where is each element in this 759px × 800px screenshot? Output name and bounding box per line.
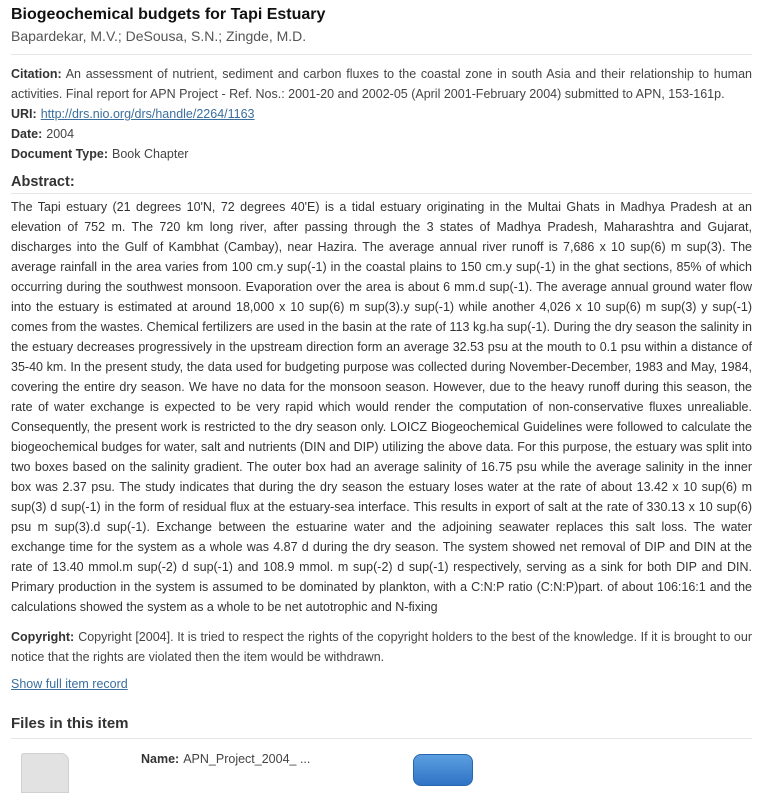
copyright-value: Copyright [2004]. It is tried to respect the rights of the copyright holders to the best of the knowledge. If it is brought to our notice that the rights are violated then the item would be withdrawn.: [11, 630, 752, 664]
item-authors: Bapardekar, M.V.; DeSousa, S.N.; Zingde, M.D.: [11, 28, 307, 44]
divider: [11, 54, 752, 55]
copyright-field: [11, 627, 752, 667]
doctype-field: [11, 144, 752, 164]
show-full-record-link[interactable]: Show full item record: [11, 677, 128, 691]
files-heading: Files in this item: [11, 715, 129, 732]
view-file-button[interactable]: [413, 754, 473, 786]
file-name-label: Name:: [141, 752, 180, 766]
file-row: [11, 747, 752, 787]
divider: [11, 193, 752, 194]
copyright-label: Copyright:: [11, 630, 75, 644]
citation-field: [11, 64, 752, 104]
uri-label: URI:: [11, 107, 37, 121]
file-name-field: [141, 749, 310, 769]
citation-label: Citation:: [11, 67, 62, 81]
date-label: Date:: [11, 127, 43, 141]
date-value: 2004: [46, 127, 75, 141]
uri-field: [11, 104, 752, 124]
item-title: Biogeochemical budgets for Tapi Estuary: [11, 6, 326, 23]
abstract-text: The Tapi estuary (21 degrees 10'N, 72 degrees 40'E) is a tidal estuary originating in the Multai Ghats in Madhya Pradesh at an elevation of 752 m. The 720 km long river, after passing through the 3 states of Madhya Pradesh, Maharashtra and Gujarat, discharges into the Gulf of Kambhat (Cambay), near Hazira. The average annual river runoff is 7,686 x 10 sup(6) m sup(3). The average rainfall in the area varies from 100 cm.y sup(-1) in the coastal plains to 150 cm.y sup(-1) in the ghat sections, 85% of which occurring during the southwest monsoon. Evaporation over the area is about 6 mm.d sup(-1). The average annual ground water flow into the estuary is estimated at around 18,000 x 10 sup(6) m sup(3).y sup(-1) while another 4,026 x 10 sup(6) m sup(3) y sup(-1) comes from the wastes. Chemical fertilizers are used in the basin at the rate of 113 kg.ha sup(-1). During the dry season the salinity in the estuary decreases progressively in the upstream direction form an average 32.53 psu at the mouth to 0.1 psu within a distance of 35-40 km. In the present study, the data used for budgeting purpose was collected during November-December, 1983 and May, 1984, covering the entire dry season. We have no data for the monsoon season. However, due to the heavy runoff during this season, the rate of water exchange is expected to be very rapid which would render the computation of non-conservative fluxes unrealiable. Consequently, the present work is restricted to the dry season only. LOICZ Biogeochemical Guidelines were followed to calculate the biogeochemical budges for water, salt and nutrients (DIN and DIP) utilizing the above data. For this purpose, the estuary was split into two boxes based on the salinity gradient. The outer box had an average salinity of 16.75 psu while the average salinity in the inner box was 2.37 psu. The study indicates that during the dry season the estuary loses water at the rate of about 13.42 x 10 sup(6) m sup(3) d sup(-1) in the form of residual flux at the estuary-sea interface. This results in export of salt at the rate of 330.13 x 10 sup(6) psu m sup(3).d sup(-1). Exchange between the estuarine water and the adjoining seawater replaces this salt loss. The water exchange time for the system as a whole was 4.87 d during the dry season. The system showed net removal of DIP and DIN at the rate of 13.40 mmol.m sup(-2) d sup(-1) and 108.9 mmol. m sup(-2) d sup(-1) respectively, serving as a sink for both DIP and DIN. Primary production in the system is assumed to be dominated by plankton, with a C:N:P ratio (C:N:P)part. of about 106:16:1 and the calculations showed the system as a whole to be net autotrophic and N-fixing: [11, 200, 752, 614]
divider: [11, 738, 752, 739]
doctype-value: Book Chapter: [112, 147, 189, 161]
date-field: [11, 124, 752, 144]
abstract-heading: Abstract:: [11, 174, 75, 190]
file-name-value: APN_Project_2004_ ...: [183, 752, 311, 766]
citation-value: An assessment of nutrient, sediment and carbon fluxes to the coastal zone in south Asia and their relationship to human activities. Final report for APN Project - Ref. Nos.: 2001-20 and 2002-05 (April 2001-February 2004) submitted to APN, 153-161p.: [11, 67, 752, 101]
file-thumbnail[interactable]: [21, 753, 69, 793]
uri-link[interactable]: http://drs.nio.org/drs/handle/2264/1163: [40, 107, 255, 121]
doctype-label: Document Type:: [11, 147, 108, 161]
